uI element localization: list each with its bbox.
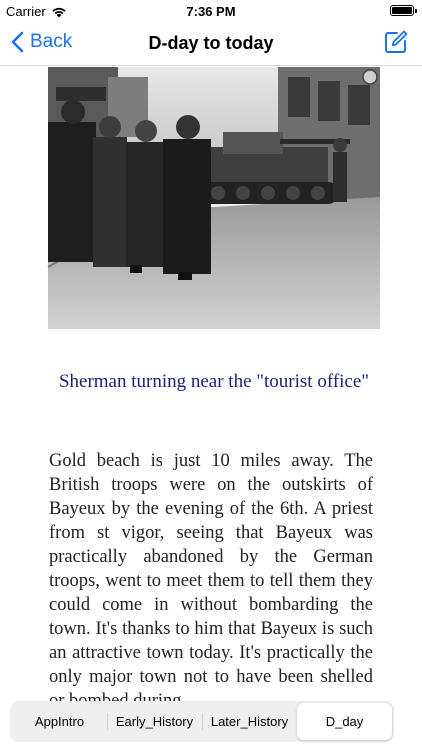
tab-appintro[interactable]	[12, 703, 107, 740]
page-title: D-day to today	[148, 33, 274, 53]
sherman-tank-photo	[48, 67, 380, 337]
back-label: Back	[30, 31, 73, 52]
article-body: Gold beach is just 10 miles away. The British troops were on the outskirts of Bayeux by the evening of the 6th. A priest from st vigor, seeing that Bayeux was practically abandoned by the German troops, went to meet them to tell them they could come in without bombarding the town. It's thanks to him that Bayeux is such an attractive town today. It's practically the only major town not to have been shelled	[49, 451, 373, 687]
tab-label: D_day	[325, 714, 364, 729]
tab-label: Early_History	[115, 714, 194, 729]
status-time: 7:36 PM	[186, 4, 236, 19]
tab-label: Later_History	[210, 714, 289, 729]
battery-icon	[390, 5, 414, 16]
carrier-label: Carrier	[6, 4, 46, 19]
tab-early-history[interactable]	[107, 703, 202, 740]
compose-icon[interactable]	[384, 30, 408, 54]
content-area[interactable]	[0, 67, 422, 694]
status-bar	[0, 0, 422, 22]
tab-d-day[interactable]	[297, 703, 392, 740]
tab-later-history[interactable]	[202, 703, 297, 740]
tab-label: AppIntro	[34, 714, 85, 729]
navigation-bar	[0, 22, 422, 66]
segmented-tab-bar	[10, 701, 394, 742]
photo-caption: Sherman turning near the "tourist office"	[58, 371, 370, 392]
